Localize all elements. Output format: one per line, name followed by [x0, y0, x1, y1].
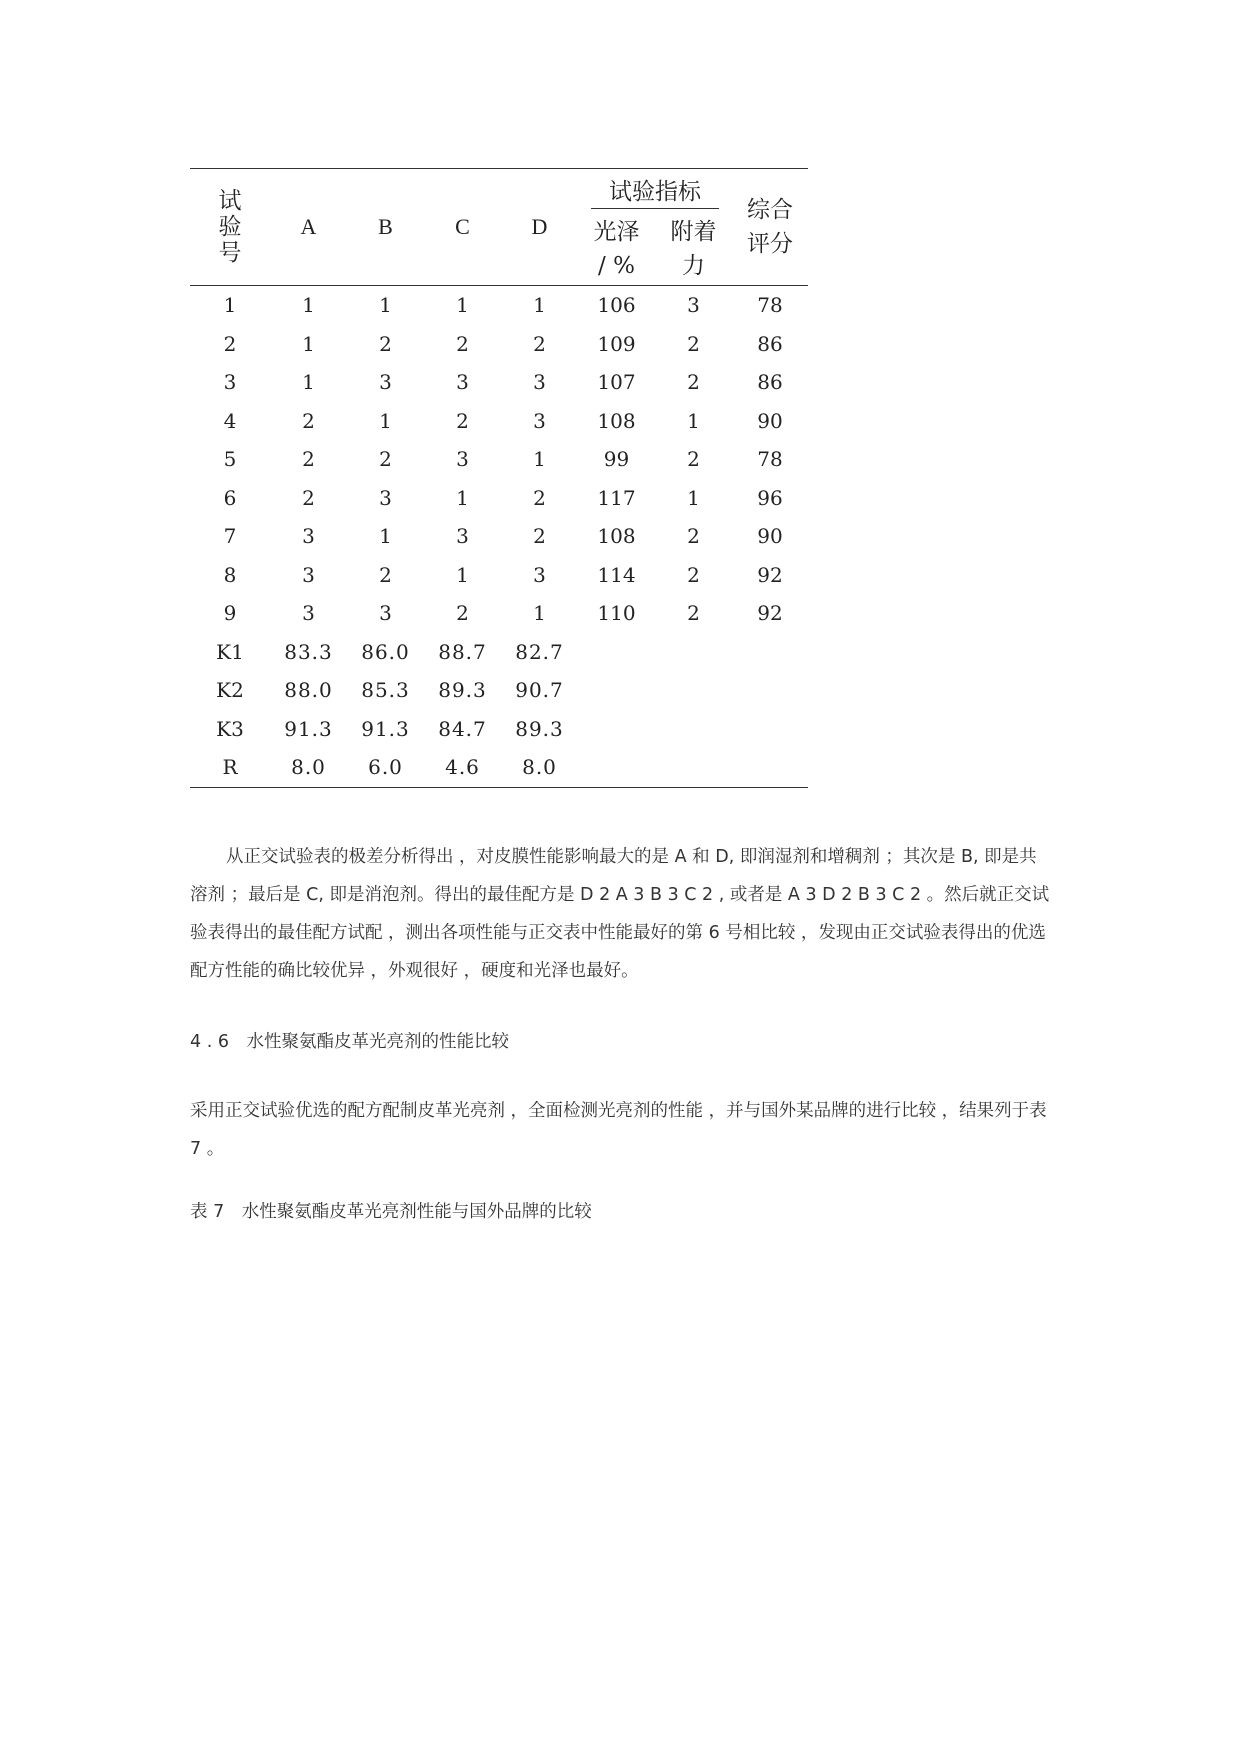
stats-row	[190, 633, 808, 672]
header-gloss: 光泽 / %	[593, 219, 640, 279]
empty-cell	[732, 710, 808, 749]
cell-gloss: 117	[597, 485, 636, 510]
cell-c: 3	[456, 447, 469, 471]
table-row	[190, 286, 808, 325]
cell-c: 3	[456, 370, 469, 394]
stat-label: K1	[216, 639, 244, 664]
cell-adhesion: 2	[687, 370, 700, 394]
stat-d: 8.0	[522, 755, 557, 779]
header-trial-no: 试 验 号	[218, 188, 242, 266]
cell-no: 8	[223, 562, 237, 587]
cell-no: 1	[223, 293, 237, 317]
stat-label: K3	[216, 716, 244, 741]
empty-cell	[732, 748, 808, 787]
stat-label: R	[222, 755, 238, 779]
empty-cell	[655, 710, 732, 749]
cell-gloss: 108	[597, 524, 636, 548]
cell-score: 86	[757, 370, 783, 394]
stat-d: 82.7	[515, 639, 564, 664]
cell-c: 2	[456, 331, 469, 356]
table-stats	[190, 633, 808, 788]
table-row	[190, 556, 808, 595]
stat-c: 84.7	[438, 716, 487, 741]
cell-c: 3	[456, 524, 469, 548]
cell-gloss: 107	[597, 370, 636, 394]
stat-d: 89.3	[515, 716, 564, 741]
cell-gloss: 106	[597, 293, 636, 317]
cell-adhesion: 2	[687, 601, 700, 625]
cell-a: 3	[302, 524, 315, 548]
cell-a: 1	[302, 331, 315, 356]
header-factor-a: A	[300, 214, 317, 239]
cell-b: 2	[379, 447, 392, 471]
cell-adhesion: 1	[687, 408, 700, 433]
cell-a: 1	[302, 370, 315, 394]
table-row	[190, 594, 808, 633]
empty-cell	[578, 633, 655, 672]
header-factor-b: B	[378, 214, 393, 239]
cell-no: 3	[223, 370, 237, 394]
cell-gloss: 109	[597, 331, 636, 356]
empty-cell	[578, 671, 655, 710]
header-adhesion: 附着 力	[670, 219, 717, 279]
table-body	[190, 286, 808, 633]
header-score: 综合 评分	[747, 197, 793, 257]
analysis-paragraph: 从正交试验表的极差分析得出 ，对皮膜性能影响最大的是 A 和 D, 即润湿剂和增稠剂 ；其次是 B, 即是共溶剂 ；最后是 C, 即是消泡剂。得出的最佳配方是 D 2 A 3 B 3 C 2 , 或者是 A 3 D 2 B 3 C 2 。然后就正交试验表得出的最佳配方试配 ，测出各项性能与正交表中性能最好的第 6 号相比较 ，发现由正交试验表得出的优选配方性能的确比较优异 ，外观很好 ，硬度和光泽也最好。	[190, 847, 1050, 981]
stat-b: 91.3	[361, 716, 410, 741]
cell-score: 92	[757, 562, 783, 587]
stat-b: 6.0	[368, 755, 403, 779]
cell-b: 3	[379, 485, 392, 510]
stat-b: 85.3	[361, 678, 410, 702]
header-factor-d: D	[531, 214, 548, 239]
cell-a: 2	[302, 408, 315, 433]
cell-score: 90	[757, 408, 783, 433]
cell-gloss: 99	[603, 447, 630, 471]
empty-cell	[732, 633, 808, 672]
cell-d: 3	[533, 370, 546, 394]
cell-d: 2	[533, 485, 546, 510]
cell-b: 3	[379, 601, 392, 625]
stat-a: 83.3	[284, 639, 333, 664]
orthogonal-table-container	[190, 168, 806, 788]
cell-no: 5	[223, 447, 237, 471]
cell-b: 2	[379, 331, 392, 356]
stat-c: 4.6	[445, 755, 480, 779]
cell-gloss: 114	[597, 562, 636, 587]
stat-b: 86.0	[361, 639, 410, 664]
table7-caption: 表 7 水性聚氨酯皮革光亮剂性能与国外品牌的比较	[190, 1202, 592, 1222]
cell-score: 86	[757, 331, 783, 356]
header-factor-c: C	[455, 214, 470, 239]
empty-cell	[655, 748, 732, 787]
stats-row	[190, 671, 808, 710]
cell-adhesion: 2	[687, 562, 700, 587]
cell-no: 4	[223, 408, 237, 433]
stats-row	[190, 710, 808, 749]
orthogonal-test-table	[190, 168, 808, 788]
cell-a: 3	[302, 601, 315, 625]
cell-c: 2	[456, 408, 469, 433]
table-row	[190, 479, 808, 518]
cell-a: 2	[302, 447, 315, 471]
stat-c: 88.7	[438, 639, 487, 664]
stats-row	[190, 748, 808, 787]
cell-adhesion: 2	[687, 447, 700, 471]
cell-no: 9	[223, 601, 237, 625]
cell-b: 1	[379, 524, 392, 548]
stat-c: 89.3	[438, 678, 487, 702]
cell-a: 3	[302, 562, 315, 587]
table-header	[190, 169, 808, 286]
table-row	[190, 363, 808, 402]
table-row	[190, 325, 808, 364]
cell-no: 2	[223, 331, 237, 356]
table-row	[190, 440, 808, 479]
cell-score: 96	[757, 485, 783, 510]
cell-d: 1	[533, 601, 546, 625]
cell-d: 3	[533, 408, 546, 433]
empty-cell	[655, 633, 732, 672]
cell-d: 2	[533, 524, 546, 548]
cell-c: 1	[456, 485, 469, 510]
stat-a: 88.0	[284, 678, 333, 702]
cell-adhesion: 3	[687, 293, 700, 317]
cell-d: 3	[533, 562, 546, 587]
cell-no: 7	[223, 524, 237, 548]
cell-adhesion: 1	[687, 485, 700, 510]
section-heading: 4 . 6 水性聚氨酯皮革光亮剂的性能比较	[190, 1032, 509, 1052]
cell-b: 1	[379, 293, 392, 317]
cell-c: 1	[456, 293, 469, 317]
cell-b: 3	[379, 370, 392, 394]
empty-cell	[578, 748, 655, 787]
cell-score: 90	[757, 524, 783, 548]
empty-cell	[732, 671, 808, 710]
cell-gloss: 108	[597, 408, 636, 433]
stat-a: 8.0	[291, 755, 326, 779]
cell-score: 78	[757, 447, 783, 471]
empty-cell	[578, 710, 655, 749]
cell-c: 2	[456, 601, 469, 625]
stat-a: 91.3	[284, 716, 333, 741]
table-row	[190, 517, 808, 556]
cell-d: 2	[533, 331, 546, 356]
empty-cell	[655, 671, 732, 710]
cell-b: 1	[379, 408, 392, 433]
cell-adhesion: 2	[687, 331, 700, 356]
cell-score: 92	[757, 601, 783, 625]
cell-a: 1	[302, 293, 315, 317]
cell-a: 2	[302, 485, 315, 510]
stat-d: 90.7	[515, 678, 564, 702]
cell-d: 1	[533, 293, 546, 317]
stat-label: K2	[216, 678, 244, 702]
cell-b: 2	[379, 562, 392, 587]
header-indicator-group: 试验指标	[578, 169, 732, 212]
cell-c: 1	[456, 562, 469, 587]
table-row	[190, 402, 808, 441]
comparison-paragraph: 采用正交试验优选的配方配制皮革光亮剂 ，全面检测光亮剂的性能 ，并与国外某品牌的进行比较 ，结果列于表 7 。	[190, 1101, 1047, 1159]
cell-adhesion: 2	[687, 524, 700, 548]
cell-score: 78	[757, 293, 783, 317]
cell-gloss: 110	[597, 601, 636, 625]
cell-d: 1	[533, 447, 546, 471]
cell-no: 6	[223, 485, 237, 510]
